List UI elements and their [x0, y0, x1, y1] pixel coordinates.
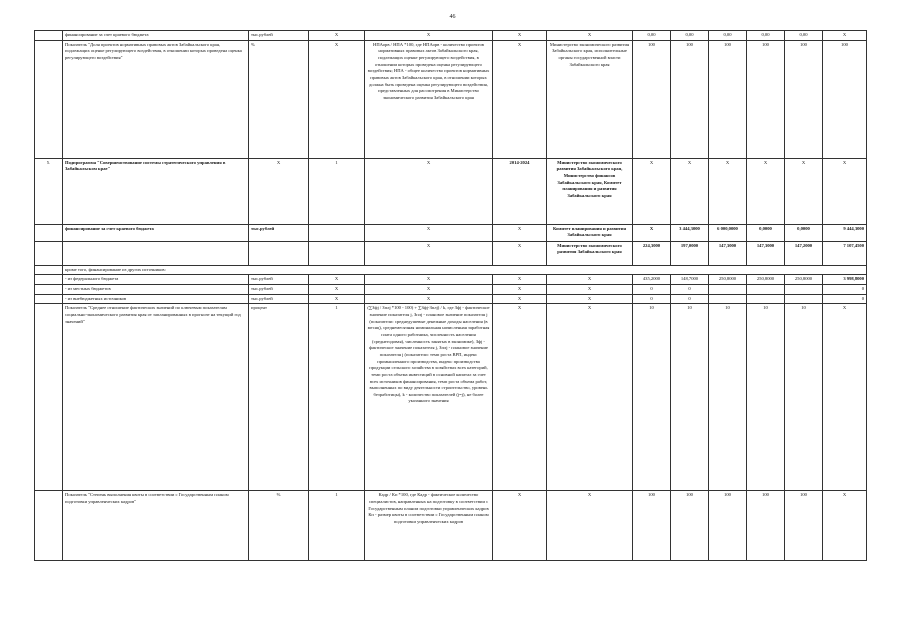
table-cell: (∑Зфj / Зплj *100 - 100) + ∑Зфj-Зплj) / k, где Зфj - фактическое значение показателя j, Зплj - плановое значение показателя j (показатели: среднедушевые денежные доходы населения (в месяц), среднемесячная номинальная начисленная заработная плата одного работника, численность населения (среднегодовая), численность занятых в экономике), Зфj - фактическое значение показателя j, Зплj - плановое значение показателя j (показатели: темп роста ВРП, индекс промышленного производства, индекс производства продукции сельского хозяйства в хозяйствах всех категорий, темп роста объема инвестиций в основной капитал за счет всех источников финансирования, темп роста объема работ, выполненных по виду деятельности строительство, уровень безработицы), k - количество показателей (j=j), не более указанного значения [365, 304, 493, 491]
table-cell: 0,00 [709, 31, 747, 41]
table-cell [35, 275, 63, 285]
table-cell: 10 [785, 304, 823, 491]
table-cell [35, 40, 63, 158]
row-subprogram-5 [35, 158, 867, 224]
table-cell: 147,3000 [709, 241, 747, 265]
table-cell [35, 304, 63, 491]
table-cell: Х [365, 31, 493, 41]
table-cell: Показатель "Доля проектов нормативных правовых актов Забайкальского края, подлежащих оценке регулирующего воздействия, в отношении которых проведена оценка регулирующего воздействия" [63, 40, 249, 158]
table-cell: Х [823, 31, 867, 41]
table-cell: Х [493, 284, 547, 294]
table-cell: 5. [35, 158, 63, 224]
table-cell: Х [547, 491, 633, 561]
table-cell: Х [785, 158, 823, 224]
table-cell: 250,8000 [785, 275, 823, 285]
table-cell: 3 998,8000 [823, 275, 867, 285]
table-cell: тыс.рублей [249, 275, 309, 285]
table-cell: Министерство экономического развития Забайкальского края, Министерство финансов Забайкальского края, Комитет планирования и развития Забайкальского края [547, 158, 633, 224]
table-cell: 100 [747, 491, 785, 561]
table-cell: 10 [671, 304, 709, 491]
table-cell: 1 [309, 158, 365, 224]
table-cell: Х [309, 40, 365, 158]
table-cell: 6 000,0000 [709, 224, 747, 241]
table-cell: 3 444,3000 [671, 224, 709, 241]
table-cell [35, 284, 63, 294]
table-cell: Х [309, 275, 365, 285]
table-cell: Комитет планирования и развития Забайкальского края [547, 224, 633, 241]
table-cell: Х [493, 275, 547, 285]
table-cell: Х [365, 284, 493, 294]
table-cell: Х [365, 241, 493, 265]
table-cell: Х [823, 304, 867, 491]
table-cell: 10 [633, 304, 671, 491]
table-cell: 100 [671, 40, 709, 158]
row-indicator-personnel-reserve [35, 491, 867, 561]
table-cell [249, 241, 309, 265]
page-number: 46 [449, 14, 456, 20]
table-cell: 0 [671, 294, 709, 304]
table-cell: 1 [309, 491, 365, 561]
table-cell: - из федерального бюджета [63, 275, 249, 285]
table-cell: Х [633, 224, 671, 241]
table-cell: Х [493, 304, 547, 491]
table-cell: 100 [785, 491, 823, 561]
table-cell: 250,8000 [709, 275, 747, 285]
table-cell: Х [709, 158, 747, 224]
table-cell: тыс.рублей [249, 224, 309, 241]
table-cell: 100 [823, 40, 867, 158]
table-cell: Х [365, 224, 493, 241]
table-cell: Х [365, 275, 493, 285]
table-cell: Х [547, 294, 633, 304]
table-cell: 7 107,4500 [823, 241, 867, 265]
table-cell [35, 294, 63, 304]
table-cell: 148,7000 [671, 275, 709, 285]
table-cell: 100 [709, 491, 747, 561]
table-cell [747, 294, 785, 304]
table-cell: Х [547, 275, 633, 285]
table-cell: - из внебюджетных источников [63, 294, 249, 304]
table-cell: тыс.рублей [249, 284, 309, 294]
table-cell: 0 [823, 294, 867, 304]
table-cell [35, 31, 63, 41]
table-cell: 0,00 [671, 31, 709, 41]
row-other-sources-heading [35, 265, 867, 275]
row-financing-ministry-economy [35, 241, 867, 265]
table-cell: % [249, 491, 309, 561]
table-cell: 197,0000 [671, 241, 709, 265]
table-cell: Х [671, 158, 709, 224]
table-cell: Х [633, 158, 671, 224]
table-cell: 0 [823, 284, 867, 294]
table-cell [709, 284, 747, 294]
table-cell: 2014-2024 [493, 158, 547, 224]
table-cell: Х [747, 158, 785, 224]
table-cell: финансирование за счет краевого бюджета [63, 31, 249, 41]
table-cell: 0 [633, 294, 671, 304]
table-cell: Показатель "Степень выполнения квоты в соответствии с Государственным планом подготовки управленческих кадров" [63, 491, 249, 561]
table-cell: Х [547, 304, 633, 491]
table-cell: НПАорв / НПА *100, где НПАорв - количество проектов нормативных правовых актов Забайкальского края, подлежащих оценке регулирующего воздействия, в отношении которых проведена оценка регулирующего воздействия; НПА - общее количество проектов нормативных правовых актов Забайкальского края, в отношении которых должна быть проведена оценка регулирующего воздействия, представленных для рассмотрения в Министерство экономического развития Забайкальского края [365, 40, 493, 158]
table-cell: Х [493, 31, 547, 41]
table-cell [785, 294, 823, 304]
table-cell: 0,0000 [747, 224, 785, 241]
table-cell: Х [493, 491, 547, 561]
table-cell: - из местных бюджетов [63, 284, 249, 294]
table-cell: Х [493, 294, 547, 304]
table-cell [747, 284, 785, 294]
table-cell: 147,3000 [747, 241, 785, 265]
row-financing-regional-budget-1 [35, 31, 867, 41]
table-cell: 0,00 [633, 31, 671, 41]
table-cell: тыс.рублей [249, 31, 309, 41]
table-cell [63, 241, 249, 265]
row-federal-budget [35, 275, 867, 285]
table-cell: кроме того, финансирование из других источников: [63, 265, 867, 275]
table-cell: 9 444,3000 [823, 224, 867, 241]
table-cell: 0,00 [785, 31, 823, 41]
table-cell: Х [249, 158, 309, 224]
table-cell: Министерство экономического развития Забайкальского края [547, 241, 633, 265]
table-cell: Министерство экономического развития Забайкальского края, исполнительные органы государственной власти Забайкальского края [547, 40, 633, 158]
table-cell: 100 [671, 491, 709, 561]
table-cell [35, 241, 63, 265]
table-cell [35, 491, 63, 561]
table-cell: Х [823, 158, 867, 224]
table-cell: Х [547, 31, 633, 41]
table-cell [309, 224, 365, 241]
table-cell: 0 [671, 284, 709, 294]
program-table [34, 30, 867, 561]
table-cell [785, 284, 823, 294]
table-cell: Подпрограмма "Совершенствование системы стратегического управления в Забайкальском крае" [63, 158, 249, 224]
table-cell: Х [493, 241, 547, 265]
table-cell: Х [309, 284, 365, 294]
row-financing-regional-budget-committee [35, 224, 867, 241]
table-cell: Х [309, 294, 365, 304]
table-cell: 0,00 [747, 31, 785, 41]
table-cell: 10 [709, 304, 747, 491]
table-cell: Х [309, 31, 365, 41]
table-cell: 250,8000 [747, 275, 785, 285]
table-cell: 100 [709, 40, 747, 158]
table-cell: 100 [747, 40, 785, 158]
table-cell: Х [493, 40, 547, 158]
table-cell: 435,2000 [633, 275, 671, 285]
table-cell: 0,0000 [785, 224, 823, 241]
row-indicator-npa-share [35, 40, 867, 158]
table-cell: процент [249, 304, 309, 491]
table-cell: % [249, 40, 309, 158]
table-cell: 224,3000 [633, 241, 671, 265]
table-cell: Х [365, 294, 493, 304]
table-cell [709, 294, 747, 304]
table-cell: 100 [633, 40, 671, 158]
row-extrabudgetary [35, 294, 867, 304]
table-cell: Х [365, 158, 493, 224]
table-cell: Кадр / Кп *100, где Кадр - фактическое количество специалистов, направленных на подготовку в соответствии с Государственным планом подготовки управленческих кадров Кп - размер квоты в соответствии с Государственным планом подготовки управленческих кадров [365, 491, 493, 561]
table-cell: Х [823, 491, 867, 561]
table-cell: финансирование за счет краевого бюджета [63, 224, 249, 241]
table-cell: 1 [309, 304, 365, 491]
table-cell: Х [493, 224, 547, 241]
table-cell [309, 241, 365, 265]
table-cell: 100 [785, 40, 823, 158]
table-cell: 0 [633, 284, 671, 294]
table-cell [35, 265, 63, 275]
table-cell: 147,2000 [785, 241, 823, 265]
table-cell: 10 [747, 304, 785, 491]
table-cell: 100 [633, 491, 671, 561]
table-cell [35, 224, 63, 241]
table-cell: Показатель "Среднее отношение фактических значений по ключевым показателям социально-экономического развития края от запланированных в прогнозе на текущий год значений" [63, 304, 249, 491]
row-local-budgets [35, 284, 867, 294]
table-cell: Х [547, 284, 633, 294]
row-indicator-forecast-ratio [35, 304, 867, 491]
table-cell: тыс.рублей [249, 294, 309, 304]
